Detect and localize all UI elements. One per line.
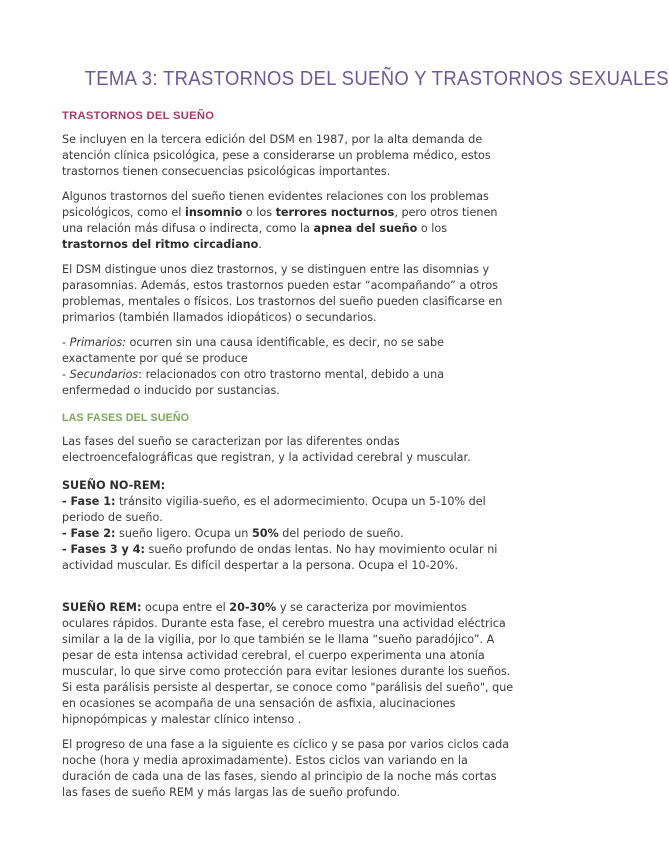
text: del periodo de sueño. (278, 527, 404, 540)
text: y se caracteriza por movimientos oculares rápidos. Durante esta fase, el cerebro muestra una actividad eléctrica similar a la de la vigilia, por lo que también se le llama “sueño paradójico”. A pesar de esta intensa actividad cerebral, el cuerpo experimenta una atonía muscular, lo que sirve como protección para evitar lesiones durante los sueños. (62, 601, 511, 678)
rem-paralysis: Si esta parálisis persiste al despertar, se conoce como "parálisis del sueño", que en ocasiones se acompaña de una sensación de asfixia, alucinaciones hipnopómpicas y malestar clínico intenso . (62, 681, 514, 726)
text: tránsito vigilia-sueño, es el adormecimiento. Ocupa un 5-10% del periodo de sueño. (62, 495, 486, 524)
section-heading: TRASTORNOS DEL SUEÑO (62, 110, 215, 122)
text: Algunos trastornos del sueño tienen evidentes relaciones con los problemas psicológicos, como el (62, 190, 489, 219)
bold-term: - Fase 1: (62, 495, 116, 508)
dash: - (62, 336, 70, 349)
text: sueño ligero. Ocupa un (115, 527, 252, 540)
bold-term: SUEÑO NO-REM: (62, 479, 166, 492)
text: ocurren sin una causa identificable, es decir, no se sabe exactamente por qué se produce (62, 336, 444, 365)
paragraph-dsm: El DSM distingue unos diez trastornos, y se distinguen entre las disomnias y parasomnias. Además, estos trastornos pueden estar “acompañando” a otros problemas, mentales o físicos. Los trastornos del sueño pueden clasificarse en primarios (también llamados idiopáticos) o secundarios. (62, 263, 503, 324)
text: o los (417, 222, 448, 235)
bold-term: - Fase 2: (62, 527, 116, 540)
page-title: TEMA 3: TRASTORNOS DEL SUEÑO Y TRASTORNOS SEXUALES (84, 67, 669, 90)
list-item-primarios (62, 335, 514, 367)
nrem-heading (62, 478, 514, 494)
bold-term: - Fases 3 y 4: (62, 543, 145, 556)
text: : relacionados con otro trastorno mental, debido a una enfermedad o inducido por sustancias. (62, 368, 445, 397)
bold-term: 20-30% (229, 601, 277, 614)
list-item-secundarios (62, 367, 514, 399)
paragraph-phases: Las fases del sueño se caracterizan por las diferentes ondas electroencefalográficas que registran, y la actividad cerebral y muscular. (62, 435, 471, 464)
text: ocupa entre el (141, 601, 230, 614)
sub-heading: LAS FASES DEL SUEÑO (62, 412, 190, 424)
text: sueño profundo de ondas lentas. No hay movimiento ocular ni actividad muscular. Es difícil despertar a la persona. Ocupa el 10-20%. (62, 543, 498, 572)
dash: - (62, 368, 70, 381)
italic-term: Secundarios (69, 368, 139, 381)
bold-term: terrores nocturnos (275, 206, 395, 219)
text: o los (242, 206, 276, 219)
text: . (258, 238, 262, 251)
paragraph-relations (62, 189, 514, 253)
bold-term: 50% (251, 527, 279, 540)
bold-term: insomnio (184, 206, 243, 219)
paragraph-cycles: El progreso de una fase a la siguiente es cíclico y se pasa por varios ciclos cada noche (hora y media aproximadamente). Estos ciclos van variando en la duración de cada una de las fases, siendo al principio de la noche más cortas las fases de sueño REM y más largas las de sueño profundo. (62, 738, 510, 799)
phase-2 (62, 526, 514, 542)
italic-term: Primarios: (69, 336, 126, 349)
phase-3-4 (62, 542, 514, 574)
rem-paragraph (62, 600, 514, 680)
bold-term: SUEÑO REM: (62, 601, 142, 614)
bold-term: trastornos del ritmo circadiano (62, 238, 259, 251)
text: , pero otros tienen una relación más difusa o indirecta, como la (62, 206, 498, 235)
bold-term: apnea del sueño (313, 222, 418, 235)
paragraph-intro: Se incluyen en la tercera edición del DSM en 1987, por la alta demanda de atención clínica psicológica, pese a considerarse un problema médico, estos trastornos tienen consecuencias psicológicas importantes. (62, 133, 491, 178)
phase-1 (62, 494, 514, 526)
